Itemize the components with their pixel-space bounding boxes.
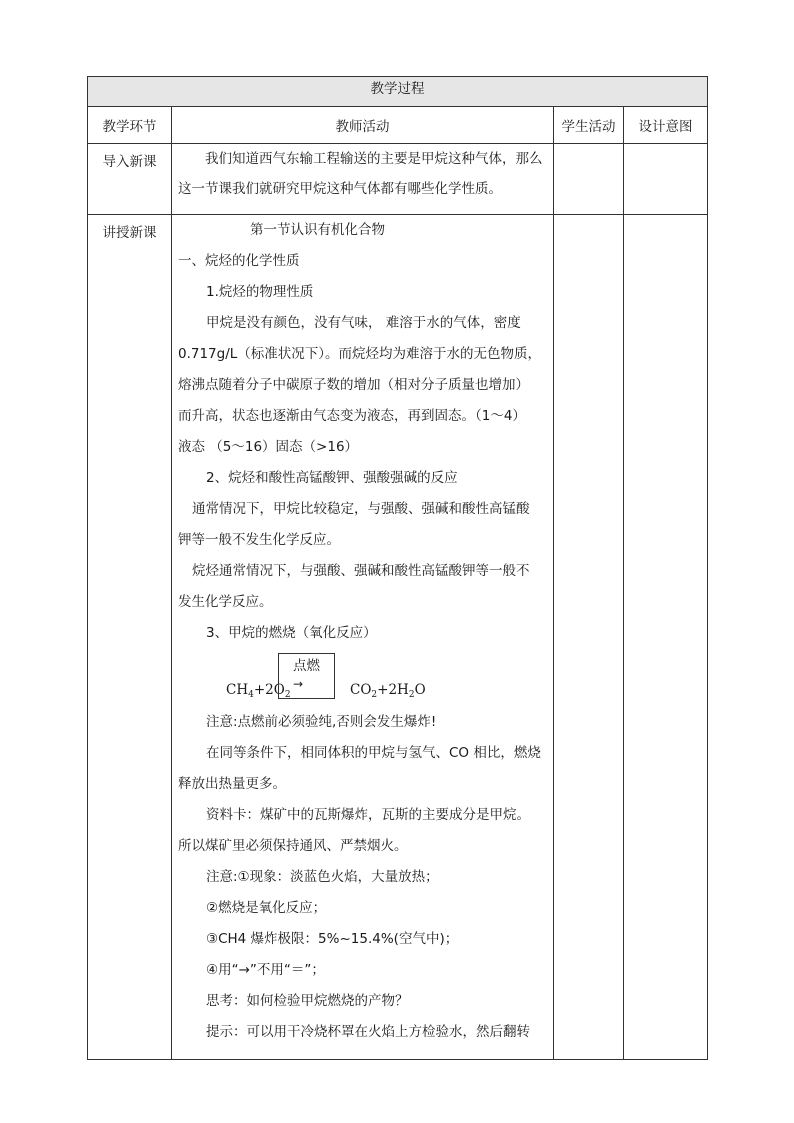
reaction-line: 钾等一般不发生化学反应。 <box>178 532 340 548</box>
sub3-title: 3、甲烷的燃烧（氧化反应） <box>206 625 377 641</box>
section-title: 第一节认识有机化合物 <box>250 222 385 238</box>
reaction-arrow: → <box>293 677 304 691</box>
physical-line: 液态 （5～16）固态（>16） <box>178 439 359 455</box>
teacher-activity-main <box>172 215 554 1060</box>
ignition-note: 注意:点燃前必须验纯,否则会发生爆炸! <box>206 714 437 730</box>
sub2-title: 2、烷烃和酸性高锰酸钾、强酸强碱的反应 <box>206 470 458 486</box>
physical-line: 而升高，状态也逐渐由气态变为液态，再到固态。（1～4） <box>178 408 526 424</box>
reaction-condition: 点燃 <box>293 658 320 674</box>
intro-text: 我们知道西气东输工程输送的主要是甲烷这种气体，那么这一节课我们就研究甲烷这种气体都有哪些化学性质。 <box>178 151 543 197</box>
equation-reactants: $CH_4+2O_2$ <box>226 682 291 700</box>
note-item: ③CH4 爆炸极限：5%~15.4%(空气中)； <box>206 931 459 947</box>
reaction-condition-box <box>278 653 335 699</box>
note-item: ②燃烧是氧化反应； <box>206 900 327 916</box>
summary-line: 烷烃通常情况下，与强酸、强碱和酸性高锰酸钾等一般不 <box>192 563 530 579</box>
reaction-line: 通常情况下，甲烷比较稳定，与强酸、强碱和酸性高锰酸 <box>192 501 530 517</box>
student-activity-intro <box>554 144 624 215</box>
teaching-process-table <box>87 76 708 1060</box>
header-design-intent: 设计意图 <box>624 107 708 144</box>
compare-line: 释放出热量更多。 <box>178 776 286 792</box>
note-item: ④用“→”不用“＝”； <box>206 962 325 978</box>
header-stage: 教学环节 <box>88 107 172 144</box>
header-teacher-activity: 教师活动 <box>172 107 554 144</box>
header-student-activity: 学生活动 <box>554 107 624 144</box>
hint-line: 提示：可以用干冷烧杯罩在火焰上方检验水，然后翻转 <box>206 1024 530 1040</box>
student-activity-main <box>554 215 624 1060</box>
teacher-activity-intro <box>172 144 554 215</box>
combustion-equation <box>178 651 545 707</box>
stage-main: 讲授新课 <box>88 215 172 1060</box>
equation-products: $CO_2+2H_2O$ <box>350 682 426 700</box>
stage-intro: 导入新课 <box>88 144 172 215</box>
table-title: 教学过程 <box>88 77 708 107</box>
summary-line: 发生化学反应。 <box>178 594 273 610</box>
sub1-title: 1.烷烃的物理性质 <box>206 284 314 300</box>
physical-line: 甲烷是没有颜色，没有气味， 难溶于水的气体，密度 <box>206 315 521 331</box>
think-question: 思考：如何检验甲烷燃烧的产物？ <box>206 993 409 1009</box>
info-card-line: 所以煤矿里必须保持通风、严禁烟火。 <box>178 838 408 854</box>
part1-title: 一、烷烃的化学性质 <box>178 253 300 269</box>
physical-line: 0.717g/L（标准状况下）。而烷烃均为难溶于水的无色物质， <box>178 346 542 362</box>
note-item: 注意:①现象：淡蓝色火焰，大量放热； <box>206 869 439 885</box>
physical-line: 熔沸点随着分子中碳原子数的增加（相对分子质量也增加） <box>178 377 529 393</box>
compare-line: 在同等条件下，相同体积的甲烷与氢气、CO 相比，燃烧 <box>206 745 541 761</box>
design-intent-intro <box>624 144 708 215</box>
design-intent-main <box>624 215 708 1060</box>
info-card-line: 资料卡：煤矿中的瓦斯爆炸，瓦斯的主要成分是甲烷。 <box>206 807 530 823</box>
